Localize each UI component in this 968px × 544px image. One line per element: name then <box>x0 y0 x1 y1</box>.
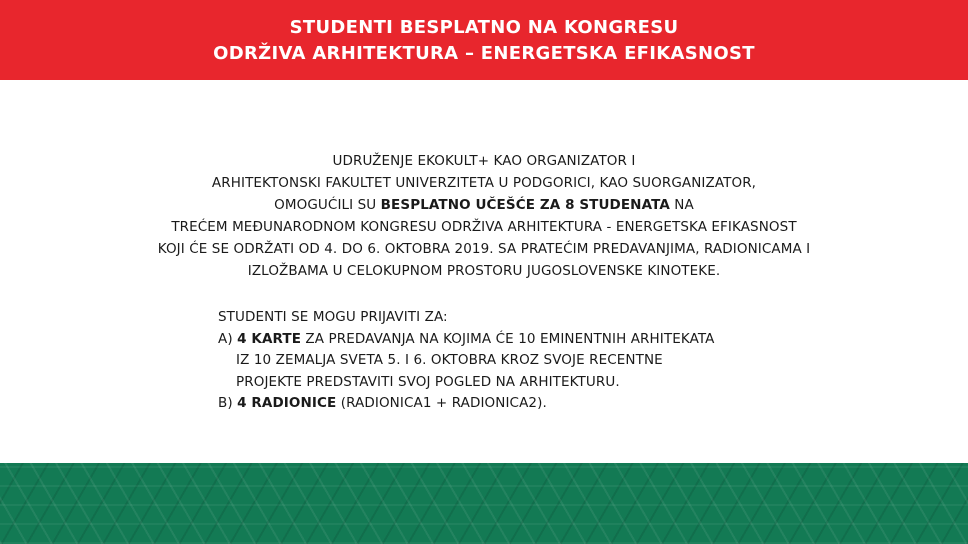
header-title-line2: ODRŽIVA ARHITEKTURA – ENERGETSKA EFIKASNOST <box>213 43 755 64</box>
intro-line-4: TREĆEM MEĐUNARODNOM KONGRESU ODRŽIVA ARHITEKTURA - ENERGETSKA EFIKASNOST <box>171 219 797 235</box>
intro-line-2: ARHITEKTONSKI FAKULTET UNIVERZITETA U PODGORICI, KAO SUORGANIZATOR, <box>211 175 757 191</box>
option-a-highlight: 4 KARTE <box>237 330 302 347</box>
option-a-text: ZA PREDAVANJA NA KOJIMA ĆE 10 EMINENTNIH ARHITEKATA <box>301 330 715 347</box>
option-b-text: (RADIONICA1 + RADIONICA2). <box>336 395 547 411</box>
option-b <box>218 393 715 415</box>
intro-line-3-post: NA <box>669 197 694 213</box>
header-title-line1: STUDENTI BESPLATNO NA KONGRESU <box>289 17 679 38</box>
intro-line-5: KOJI ĆE SE ODRŽATI OD 4. DO 6. OKTOBRA 2019. SA PRATEĆIM PREDAVANJIMA, RADIONICAMA I <box>157 241 811 257</box>
intro-line-1: UDRUŽENJE EKOKULT+ KAO ORGANIZATOR I <box>332 153 636 169</box>
option-a-line-3: PROJEKTE PREDSTAVITI SVOJ POGLED NA ARHITEKTURU. <box>236 373 620 390</box>
option-b-marker: B) <box>218 395 233 411</box>
intro-paragraph <box>0 150 968 282</box>
option-b-highlight: 4 RADIONICE <box>237 395 337 411</box>
option-a-marker: A) <box>218 330 233 347</box>
free-participation-highlight: BESPLATNO UČEŠĆE ZA 8 STUDENATA <box>380 197 670 213</box>
intro-line-6: IZLOŽBAMA U CELOKUPNOM PROSTORU JUGOSLOVENSKE KINOTEKE. <box>247 263 721 279</box>
decorative-pattern-band <box>0 463 968 544</box>
header-banner <box>0 0 968 80</box>
application-options <box>218 307 715 415</box>
option-a <box>218 329 715 351</box>
options-heading: STUDENTI SE MOGU PRIJAVITI ZA: <box>218 309 448 325</box>
intro-line-3-pre: OMOGUĆILI SU <box>274 197 381 213</box>
intro-line-3 <box>0 194 968 216</box>
option-a-line-2: IZ 10 ZEMALJA SVETA 5. I 6. OKTOBRA KROZ SVOJE RECENTNE <box>236 352 663 368</box>
